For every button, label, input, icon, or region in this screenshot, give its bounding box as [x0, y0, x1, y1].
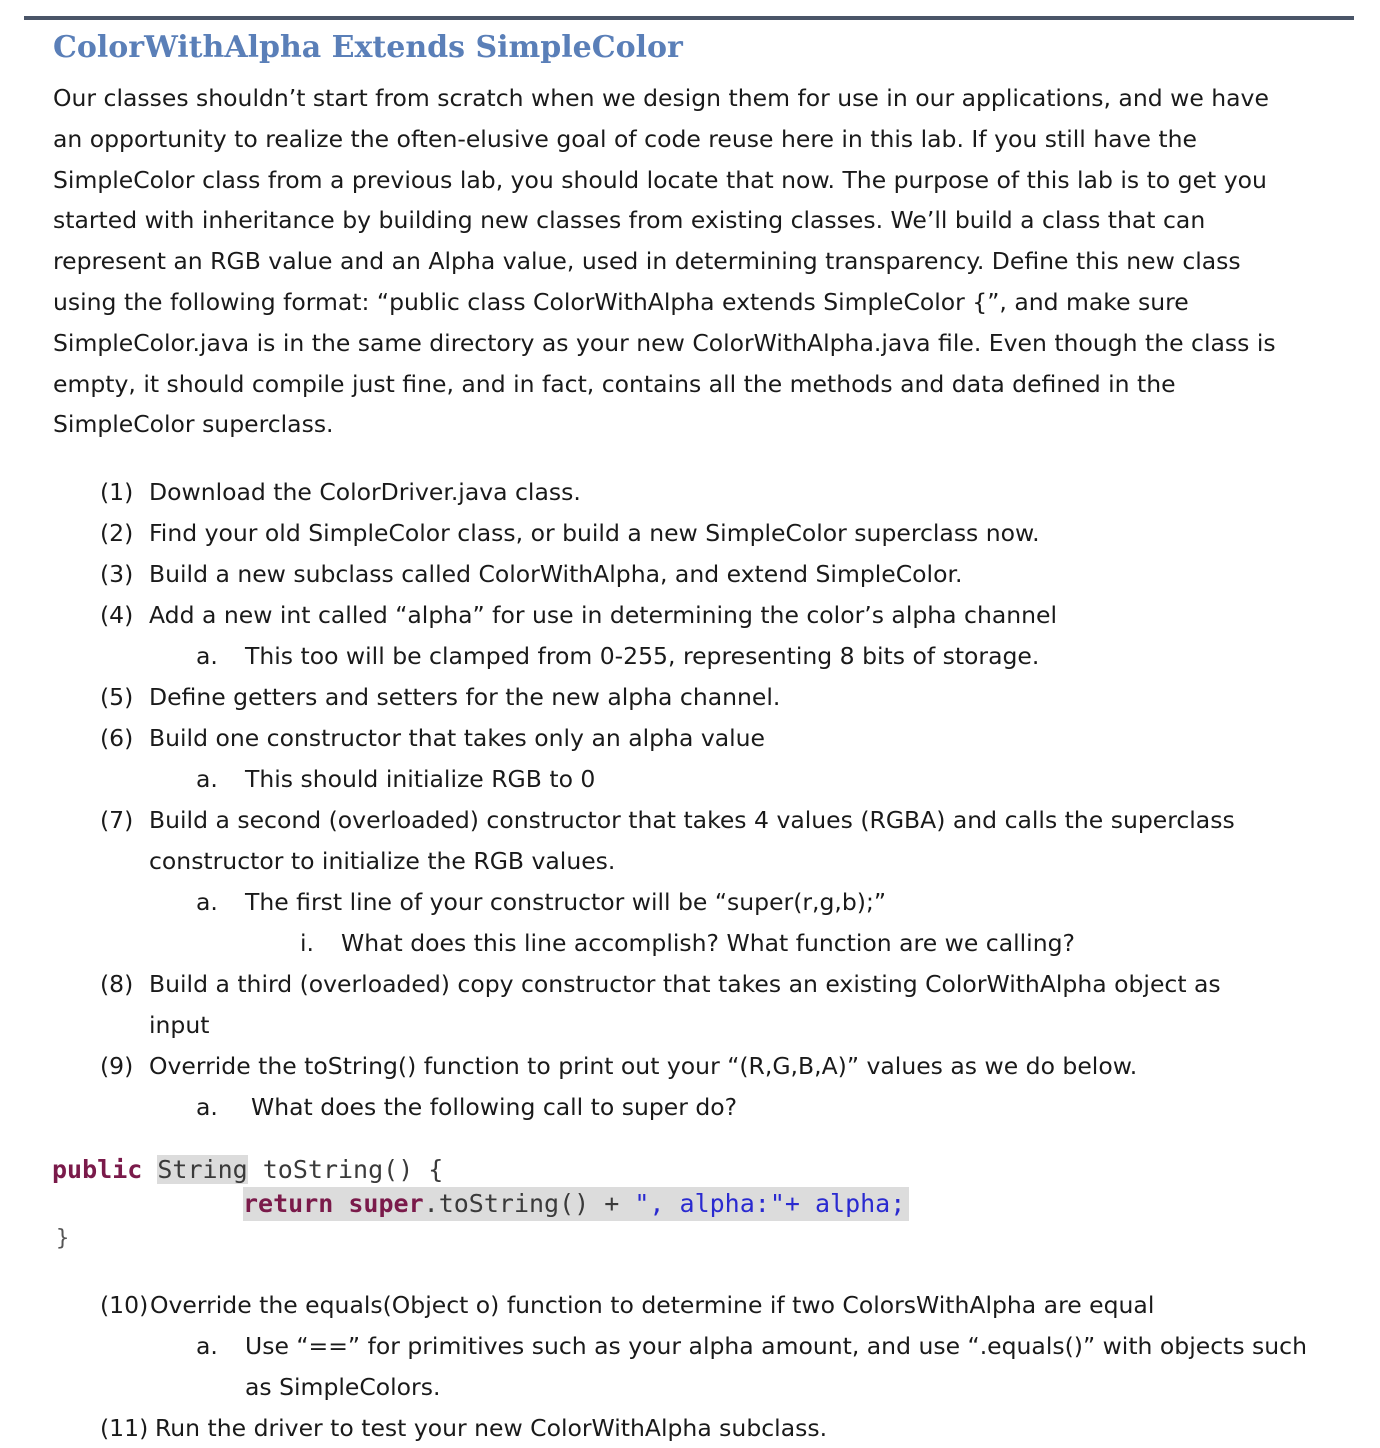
intro-line: empty, it should compile just fine, and in fact, contains all the methods and data defined in the: [53, 369, 1176, 398]
intro-line: an opportunity to realize the often-elusive goal of code reuse here in this lab. If you still have the: [53, 124, 1197, 153]
intro-line: SimpleColor class from a previous lab, you should locate that now. The purpose of this lab is to get you: [53, 165, 1267, 194]
list-item-continuation: input: [149, 1011, 210, 1039]
intro-line: using the following format: “public class ColorWithAlpha extends SimpleColor {”, and make sure: [53, 287, 1189, 316]
list-sub-sub-item: i. What does this line accomplish? What function are we calling?: [300, 929, 1075, 957]
list-item: (11) Run the driver to test your new ColorWithAlpha subclass.: [100, 1414, 828, 1442]
list-item: (2) Find your old SimpleColor class, or build a new SimpleColor superclass now.: [100, 519, 1040, 547]
list-item: (7) Build a second (overloaded) constructor that takes 4 values (RGBA) and calls the superclass: [100, 806, 1235, 834]
code-keyword: super: [348, 1189, 424, 1218]
list-sub-item: a. This too will be clamped from 0-255, representing 8 bits of storage.: [196, 642, 1040, 670]
page-title: ColorWithAlpha Extends SimpleColor: [53, 30, 683, 65]
list-item: (1) Download the ColorDriver.java class.: [100, 478, 581, 506]
list-item: (6) Build one constructor that takes only an alpha value: [100, 724, 766, 752]
code-keyword: return: [243, 1189, 334, 1218]
intro-line: started with inheritance by building new classes from existing classes. We’ll build a class that can: [53, 206, 1206, 235]
code-line: }: [56, 1226, 70, 1251]
code-line: [243, 1187, 909, 1221]
list-item: (10)Override the equals(Object o) function to determine if two ColorsWithAlpha are equal: [100, 1291, 1155, 1319]
list-sub-item: a. Use “==” for primitives such as your alpha amount, and use “.equals()” with objects such: [196, 1332, 1307, 1360]
code-type: String: [157, 1155, 248, 1184]
list-item: (3) Build a new subclass called ColorWithAlpha, and extend SimpleColor.: [100, 560, 963, 588]
intro-paragraph: [53, 78, 1353, 445]
list-sub-item: a. This should initialize RGB to 0: [196, 765, 596, 793]
code-text: .toString() +: [423, 1189, 635, 1218]
code-text: + alpha;: [784, 1189, 906, 1218]
code-text: toString() {: [247, 1155, 444, 1184]
list-item: (5) Define getters and setters for the new alpha channel.: [100, 683, 781, 711]
list-item: (9) Override the toString() function to print out your “(R,G,B,A)” values as we do below.: [100, 1052, 1138, 1080]
code-keyword: public: [52, 1155, 143, 1184]
intro-line: represent an RGB value and an Alpha value, used in determining transparency. Define this new class: [53, 247, 1241, 276]
intro-line: SimpleColor superclass.: [53, 410, 334, 439]
list-item: (8) Build a third (overloaded) copy constructor that takes an existing ColorWithAlpha object as: [100, 970, 1221, 998]
top-rule: [24, 16, 1354, 20]
code-string: ", alpha:": [634, 1189, 785, 1218]
intro-line: Our classes shouldn’t start from scratch when we design them for use in our applications, and we have: [53, 84, 1269, 112]
list-item: (4) Add a new int called “alpha” for use in determining the color’s alpha channel: [100, 601, 1058, 629]
list-sub-item: a. What does the following call to super do?: [196, 1093, 738, 1121]
list-item-continuation: as SimpleColors.: [245, 1373, 441, 1401]
list-item-continuation: constructor to initialize the RGB values.: [149, 847, 616, 875]
list-sub-item: a. The first line of your constructor will be “super(r,g,b);”: [196, 888, 887, 916]
intro-line: SimpleColor.java is in the same directory as your new ColorWithAlpha.java file. Even though the class is: [53, 328, 1276, 357]
code-line: [52, 1153, 443, 1187]
